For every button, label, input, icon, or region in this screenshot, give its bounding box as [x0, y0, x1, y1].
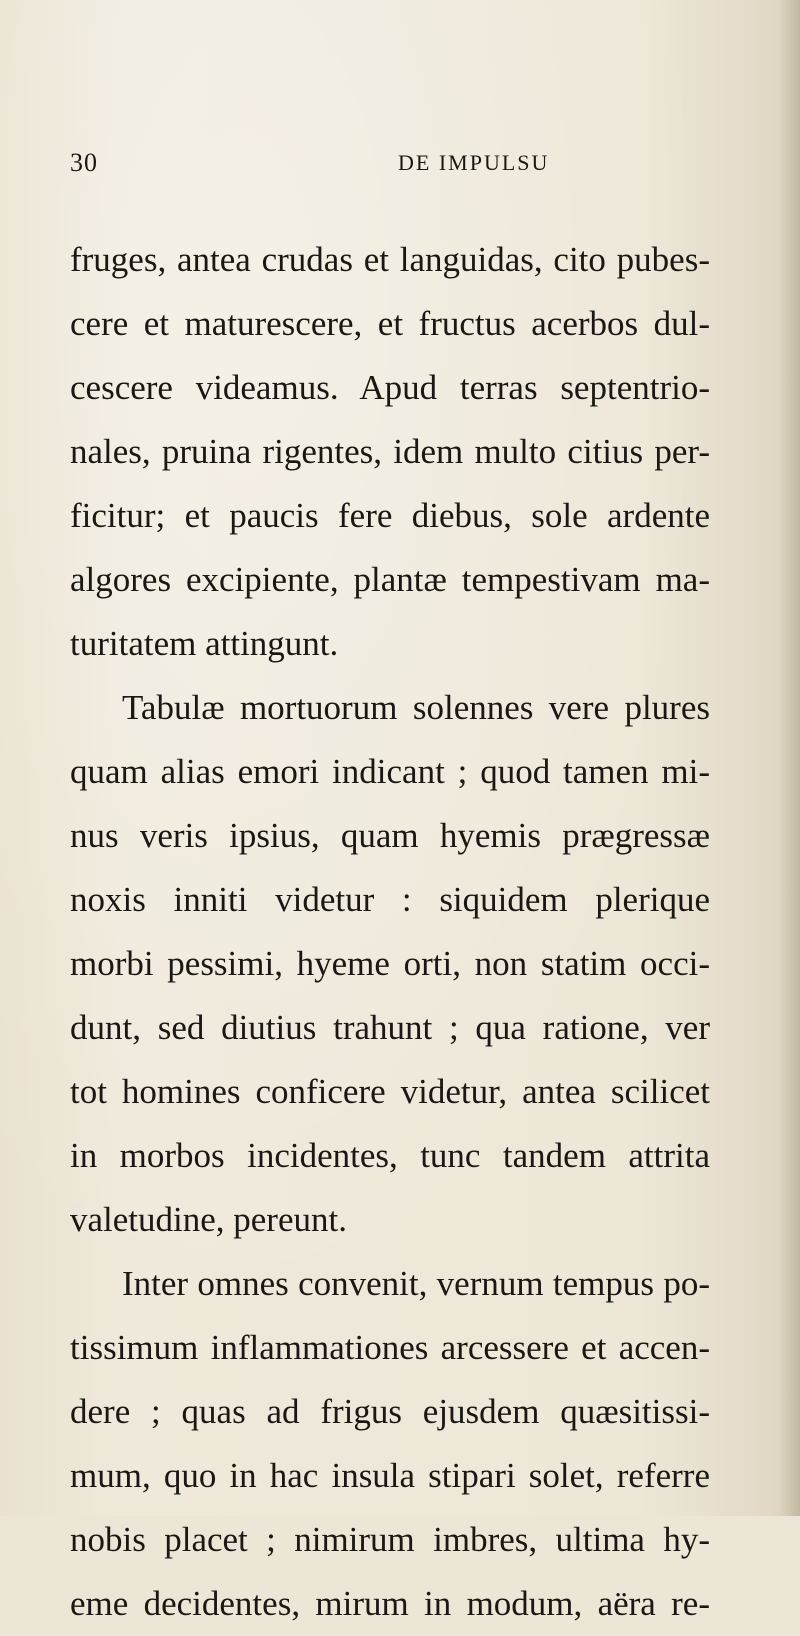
- text-line: nobis placet ; nimirum imbres, ultima hy-: [70, 1520, 710, 1559]
- page-edge-shadow: [778, 0, 800, 1516]
- text-line: turitatem attingunt.: [70, 624, 339, 663]
- text-line: nales, pruina rigentes, idem multo citius per-: [70, 432, 710, 471]
- text-line: mum, quo in hac insula stipari solet, referre: [70, 1456, 710, 1495]
- text-line: dere ; quas ad frigus ejusdem quæsitissi-: [70, 1392, 710, 1431]
- text-line: in morbos incidentes, tunc tandem attrita: [70, 1136, 710, 1175]
- text-line: tot homines conficere videtur, antea scilicet: [70, 1072, 710, 1111]
- text-line: nus veris ipsius, quam hyemis prægressæ: [70, 816, 710, 855]
- text-line: quam alias emori indicant ; quod tamen mi-: [70, 752, 710, 791]
- paragraph-start-line: Inter omnes convenit, vernum tempus po-: [122, 1264, 710, 1303]
- page-header: [70, 148, 710, 182]
- text-line: morbi pessimi, hyeme orti, non statim occi-: [70, 944, 710, 983]
- text-line: ficitur; et paucis fere diebus, sole ardente: [70, 496, 710, 535]
- paragraph-start-line: Tabulæ mortuorum solennes vere plures: [122, 688, 710, 727]
- text-line: fruges, antea crudas et languidas, cito pubes-: [70, 240, 710, 279]
- text-line: valetudine, pereunt.: [70, 1200, 347, 1239]
- text-line: dunt, sed diutius trahunt ; qua ratione, ver: [70, 1008, 710, 1047]
- text-line: algores excipiente, plantæ tempestivam ma-: [70, 560, 710, 599]
- running-title: DE IMPULSU: [398, 150, 550, 175]
- text-line: noxis inniti videtur : siquidem plerique: [70, 880, 710, 919]
- page-number: 30: [70, 148, 98, 177]
- text-line: tissimum inflammationes arcessere et accen-: [70, 1328, 710, 1367]
- text-line: cescere videamus. Apud terras septentrio-: [70, 368, 710, 407]
- text-line: eme decidentes, mirum in modum, aëra re-: [70, 1584, 710, 1623]
- body-text: [70, 228, 710, 1636]
- text-line: cere et maturescere, et fructus acerbos dul-: [70, 304, 710, 343]
